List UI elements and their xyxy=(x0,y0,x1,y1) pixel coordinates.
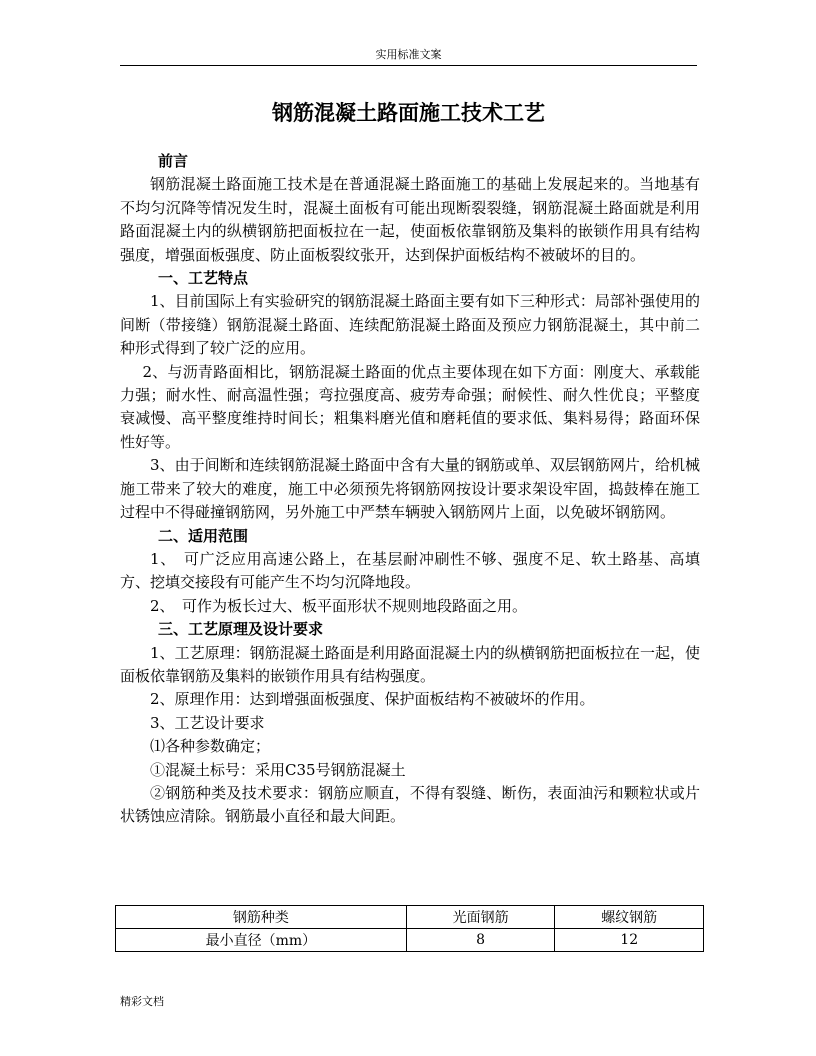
table-cell: 光面钢筋 xyxy=(406,906,555,929)
section-1-paragraph-1: 1、目前国际上有实验研究的钢筋混凝土路面主要有如下三种形式：局部补强使用的间断（带接缝）钢筋混凝土路面、连续配筋混凝土路面及预应力钢筋混凝土，其中前二种形式得到了较广泛的应用。 xyxy=(120,292,700,358)
section-2-paragraph-2: 2、 可作为板长过大、板平面形状不规则地段路面之用。 xyxy=(150,596,528,615)
table-cell: 8 xyxy=(406,929,555,952)
section-2-heading: 二、适用范围 xyxy=(158,526,249,545)
section-3-paragraph-2: 2、原理作用：达到增强面板强度、保护面板结构不被破坏的作用。 xyxy=(150,690,595,709)
table-cell: 螺纹钢筋 xyxy=(555,906,704,929)
section-3-paragraph-1: 1、工艺原理：钢筋混凝土路面是利用路面混凝土内的纵横钢筋把面板拉在一起，使面板依靠钢筋及集料的嵌锁作用具有结构强度。 xyxy=(120,643,700,685)
table-cell: 12 xyxy=(555,929,704,952)
page-footer: 精彩文档 xyxy=(120,995,164,1008)
rebar-spec-table xyxy=(115,905,704,952)
section-1-paragraph-2: 2、与沥青路面相比，钢筋混凝土路面的优点主要体现在如下方面：刚度大、承载能力强；耐水性、耐高温性强；弯拉强度高、疲劳寿命强；耐候性、耐久性优良；平整度衰减慢、高平整度维持时间长；粗集料磨光值和磨耗值的要求低、集料易得；路面环保性好等。 xyxy=(120,362,700,451)
table-row xyxy=(116,929,704,952)
section-1-heading: 一、工艺特点 xyxy=(158,269,249,288)
document-body xyxy=(120,150,700,829)
section-2-paragraph-1: 1、 可广泛应用高速公路上，在基层耐冲刷性不够、强度不足、软土路基、高填方、挖填交接段有可能产生不均匀沉降地段。 xyxy=(120,549,700,592)
section-3-paragraph-5: ①混凝土标号：采用C35号钢筋混凝土 xyxy=(150,760,406,779)
preface-paragraph: 钢筋混凝土路面施工技术是在普通混凝土路面施工的基础上发展起来的。当地基有不均匀沉降等情况发生时，混凝土面板有可能出现断裂裂缝，钢筋混凝土路面就是利用路面混凝土内的纵横钢筋把面板拉在一起，使面板依靠钢筋及集料的嵌锁作用具有结构强度，增强面板强度、防止面板裂纹张开，达到保护面板结构不被破坏的目的。 xyxy=(120,175,700,264)
header-rule xyxy=(120,65,697,66)
document-title: 钢筋混凝土路面施工技术工艺 xyxy=(272,100,545,125)
section-1-paragraph-3: 3、由于间断和连续钢筋混凝土路面中含有大量的钢筋或单、双层钢筋网片，给机械施工带来了较大的难度，施工中必须预先将钢筋网按设计要求架设牢固，捣鼓棒在施工过程中不得碰撞钢筋网，另外施工中严禁车辆驶入钢筋网片上面，以免破坏钢筋网。 xyxy=(120,456,700,522)
table-cell: 最小直径（mm） xyxy=(116,929,407,952)
section-3-heading: 三、工艺原理及设计要求 xyxy=(158,620,324,639)
section-3-paragraph-4: ⑴各种参数确定； xyxy=(150,737,271,756)
section-3-paragraph-6: ②钢筋种类及技术要求：钢筋应顺直，不得有裂缝、断伤，表面油污和颗粒状或片状锈蚀应清除。钢筋最小直径和最大间距。 xyxy=(120,783,700,826)
table-cell: 钢筋种类 xyxy=(116,906,407,929)
table-header-row xyxy=(116,906,704,929)
page-header: 实用标准文案 xyxy=(375,48,442,61)
preface-heading: 前言 xyxy=(158,152,189,170)
section-3-paragraph-3: 3、工艺设计要求 xyxy=(150,713,265,732)
